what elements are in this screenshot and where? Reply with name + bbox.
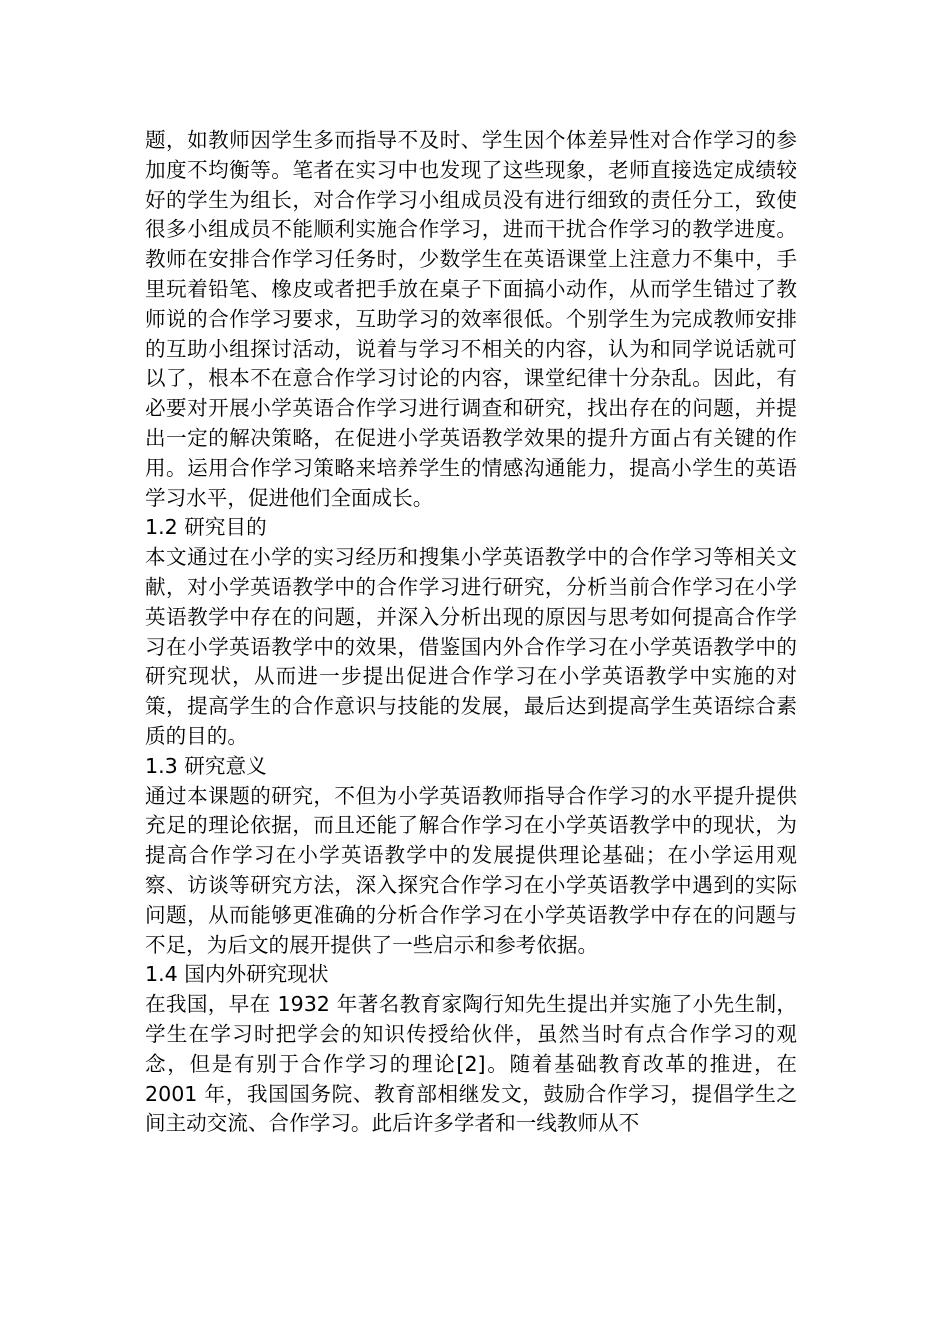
- section-heading-1-3: 1.3 研究意义: [145, 753, 267, 778]
- document-page: [145, 126, 797, 1139]
- paragraph-research-purpose: 本文通过在小学的实习经历和搜集小学英语教学中的合作学习等相关文献，对小学英语教学中的合作学习进行研究，分析当前合作学习在小学英语教学中存在的问题，并深入分析出现的原因与思考如何提高合作学习在小学英语教学中的效果，借鉴国内外合作学习在小学英语教学中的研究现状，从而进一步提出促进合作学习在小学英语教学中实施的对策，提高学生的合作意识与技能的发展，最后达到提高学生英语综合素质的目的。: [145, 545, 797, 748]
- paragraph-research-status: 在我国，早在 1932 年著名教育家陶行知先生提出并实施了小先生制，学生在学习时把学会的知识传授给伙伴，虽然当时有点合作学习的观念，但是有别于合作学习的理论[2]。随着基础教育改革的推进，在 2001 年，我国国务院、教育部相继发文，鼓励合作学习，提倡学生之间主动交流、合作学习。此后许多学者和一线教师从不: [145, 992, 797, 1136]
- paragraph-intro-continued: 题，如教师因学生多而指导不及时、学生因个体差异性对合作学习的参加度不均衡等。笔者在实习中也发现了这些现象，老师直接选定成绩较好的学生为组长，对合作学习小组成员没有进行细致的责任分工，致使很多小组成员不能顺利实施合作学习，进而干扰合作学习的教学进度。教师在安排合作学习任务时，少数学生在英语课堂上注意力不集中，手里玩着铅笔、橡皮或者把手放在桌子下面搞小动作，从而学生错过了教师说的合作学习要求，互助学习的效率很低。个别学生为完成教师安排的互助小组探讨活动，说着与学习不相关的内容，认为和同学说话就可以了，根本不在意合作学习讨论的内容，课堂纪律十分杂乱。因此，有必要对开展小学英语合作学习进行调查和研究，找出存在的问题，并提出一定的解决策略，在促进小学英语教学效果的提升方面占有关键的作用。运用合作学习策略来培养学生的情感沟通能力，提高小学生的英语学习水平，促进他们全面成长。: [145, 128, 797, 510]
- section-heading-1-2: 1.2 研究目的: [145, 515, 267, 540]
- section-heading-1-4: 1.4 国内外研究现状: [145, 962, 329, 987]
- paragraph-research-significance: 通过本课题的研究，不但为小学英语教师指导合作学习的水平提升提供充足的理论依据，而且还能了解合作学习在小学英语教学中的现状，为提高合作学习在小学英语教学中的发展提供理论基础；在小学运用观察、访谈等研究方法，深入探究合作学习在小学英语教学中遇到的实际问题，从而能够更准确的分析合作学习在小学英语教学中存在的问题与不足，为后文的展开提供了一些启示和参考依据。: [145, 783, 797, 957]
